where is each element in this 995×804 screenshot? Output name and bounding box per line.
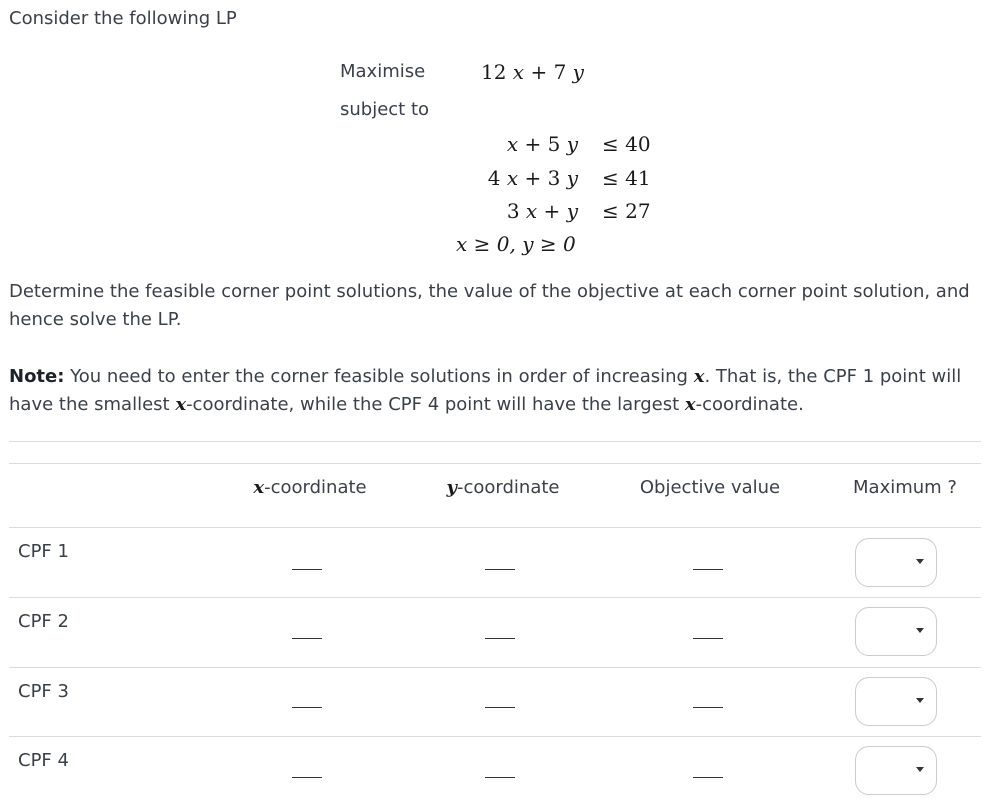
cpf-4-maximum-select[interactable] bbox=[855, 746, 937, 795]
cpf-3-maximum-select[interactable] bbox=[855, 677, 937, 726]
header-objective-value: Objective value bbox=[639, 477, 781, 498]
note-var-x-1: x bbox=[693, 366, 705, 387]
chevron-down-icon bbox=[916, 698, 924, 703]
constraint-1-op: ≤ bbox=[602, 132, 619, 156]
chevron-down-icon bbox=[916, 628, 924, 633]
cpf-2-objective-input[interactable] bbox=[693, 638, 723, 639]
chevron-down-icon bbox=[916, 559, 924, 564]
note-text-1: You need to enter the corner feasible solutions in order of increasing bbox=[64, 366, 694, 387]
row-border bbox=[9, 597, 981, 598]
constraint-1-value: 40 bbox=[625, 132, 651, 156]
constraint-1-rhs bbox=[602, 132, 651, 156]
header-y-suffix: -coordinate bbox=[456, 477, 560, 498]
note-text-3: -coordinate, while the CPF 4 point will have the largest bbox=[186, 394, 685, 415]
subject-to-label: subject to bbox=[340, 99, 430, 120]
cpf-1-maximum-select[interactable] bbox=[855, 538, 937, 587]
cpf-2-x-input[interactable] bbox=[292, 638, 322, 639]
cpf-4-y-input[interactable] bbox=[485, 777, 515, 778]
chevron-down-icon bbox=[916, 767, 924, 772]
intro-text: Consider the following LP bbox=[9, 8, 237, 29]
row-label-cpf-4: CPF 4 bbox=[18, 750, 69, 771]
cpf-3-x-input[interactable] bbox=[292, 707, 322, 708]
constraint-2-rhs bbox=[602, 166, 651, 190]
note-text-2: . That is, the CPF 1 point will have the smallest bbox=[9, 366, 962, 415]
cpf-3-objective-input[interactable] bbox=[693, 707, 723, 708]
header-row-border bbox=[9, 527, 981, 528]
objective-coef-x: 12 bbox=[481, 60, 507, 84]
maximise-label: Maximise bbox=[340, 61, 426, 82]
cpf-2-y-input[interactable] bbox=[485, 638, 515, 639]
constraint-3-lhs: 3 x + y bbox=[506, 199, 578, 223]
note-var-x-2: x bbox=[175, 394, 187, 415]
cpf-2-maximum-select[interactable] bbox=[855, 607, 937, 656]
row-label-cpf-1: CPF 1 bbox=[18, 541, 69, 562]
cpf-3-y-input[interactable] bbox=[485, 707, 515, 708]
row-label-cpf-3: CPF 3 bbox=[18, 681, 69, 702]
cpf-1-objective-input[interactable] bbox=[693, 569, 723, 570]
note-text-4: -coordinate. bbox=[695, 394, 804, 415]
objective-function: 12 x + 7 y bbox=[481, 60, 584, 84]
header-x-suffix: -coordinate bbox=[264, 477, 367, 498]
constraint-2-lhs: 4 x + 3 y bbox=[487, 166, 578, 190]
header-x-var: x bbox=[253, 477, 265, 498]
note-var-x-3: x bbox=[684, 394, 696, 415]
row-border bbox=[9, 667, 981, 668]
constraint-2-coef-x: 4 bbox=[487, 166, 501, 190]
note-label: Note: bbox=[9, 366, 65, 387]
cpf-1-x-input[interactable] bbox=[292, 569, 322, 570]
constraint-2-op: ≤ bbox=[602, 166, 619, 190]
constraint-3-coef-x: 3 bbox=[506, 199, 520, 223]
cpf-1-y-input[interactable] bbox=[485, 569, 515, 570]
divider bbox=[9, 441, 981, 442]
constraint-2-coef-y: 3 bbox=[547, 166, 561, 190]
constraint-1-coef-y: 5 bbox=[547, 132, 561, 156]
objective-coef-y: 7 bbox=[553, 60, 567, 84]
objective-plus: + bbox=[524, 60, 554, 84]
instructions-paragraph: Determine the feasible corner point solutions, the value of the objective at each corner point solution, and hence solve the LP. bbox=[9, 281, 970, 330]
constraint-3-op: ≤ bbox=[602, 199, 619, 223]
constraint-3-rhs bbox=[602, 199, 651, 223]
table-top-border bbox=[9, 463, 981, 464]
nonnegativity-constraint: x ≥ 0, y ≥ 0 bbox=[456, 232, 576, 256]
header-y-var: y bbox=[446, 477, 457, 498]
header-x-coordinate bbox=[230, 477, 390, 498]
row-label-cpf-2: CPF 2 bbox=[18, 611, 69, 632]
header-maximum: Maximum ? bbox=[853, 477, 957, 498]
cpf-4-x-input[interactable] bbox=[292, 777, 322, 778]
cpf-4-objective-input[interactable] bbox=[693, 777, 723, 778]
row-border bbox=[9, 736, 981, 737]
note-paragraph bbox=[9, 363, 984, 419]
constraint-3-value: 27 bbox=[625, 199, 651, 223]
constraint-1-lhs: x + 5 y bbox=[506, 132, 578, 156]
constraint-2-value: 41 bbox=[625, 166, 651, 190]
header-y-coordinate bbox=[423, 477, 583, 498]
